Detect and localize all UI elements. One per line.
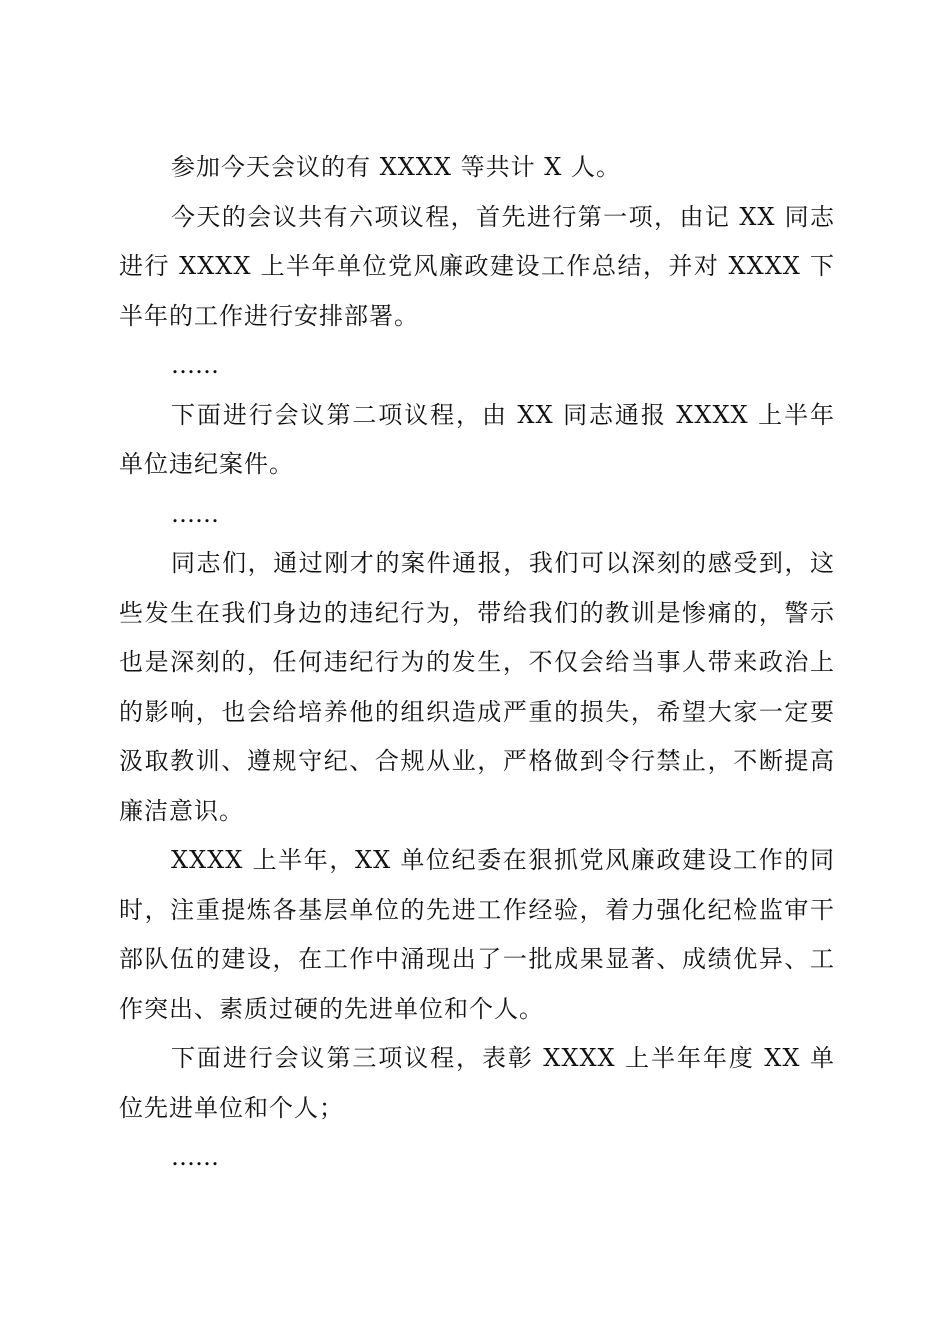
paragraph-agenda-item-three: 下面进行会议第三项议程，表彰 XXXX 上半年年度 XX 单位先进单位和个人； bbox=[119, 1044, 835, 1122]
ellipsis-2: …… bbox=[171, 499, 219, 528]
document-body bbox=[119, 143, 835, 1183]
paragraph-first-half-summary: XXXX 上半年，XX 单位纪委在狠抓党风廉政建设工作的同时，注重提炼各基层单位的先进工作经验，着力强化纪检监审干部队伍的建设，在工作中涌现出了一批成果显著、成绩优异、工作突出、素质过硬的先进单位和个人。 bbox=[119, 846, 835, 1023]
paragraph-case-lessons: 同志们，通过刚才的案件通报，我们可以深刻的感受到，这些发生在我们身边的违纪行为，带给我们的教训是惨痛的，警示也是深刻的，任何违纪行为的发生，不仅会给当事人带来政治上的影响，也会给培养他的组织造成严重的损失，希望大家一定要汲取教训、遵规守纪、合规从业，严格做到令行禁止，不断提高廉洁意识。 bbox=[119, 549, 835, 825]
paragraph-agenda-item-one: 今天的会议共有六项议程，首先进行第一项，由记 XX 同志进行 XXXX 上半年单位党风廉政建设工作总结，并对 XXXX 下半年的工作进行安排部署。 bbox=[119, 202, 835, 330]
ellipsis-3: …… bbox=[171, 1143, 219, 1171]
ellipsis-1: …… bbox=[171, 351, 219, 379]
paragraph-agenda-item-two: 下面进行会议第二项议程，由 XX 同志通报 XXXX 上半年单位违纪案件。 bbox=[119, 400, 835, 478]
paragraph-attendance: 参加今天会议的有 XXXX 等共计 X 人。 bbox=[171, 153, 621, 181]
